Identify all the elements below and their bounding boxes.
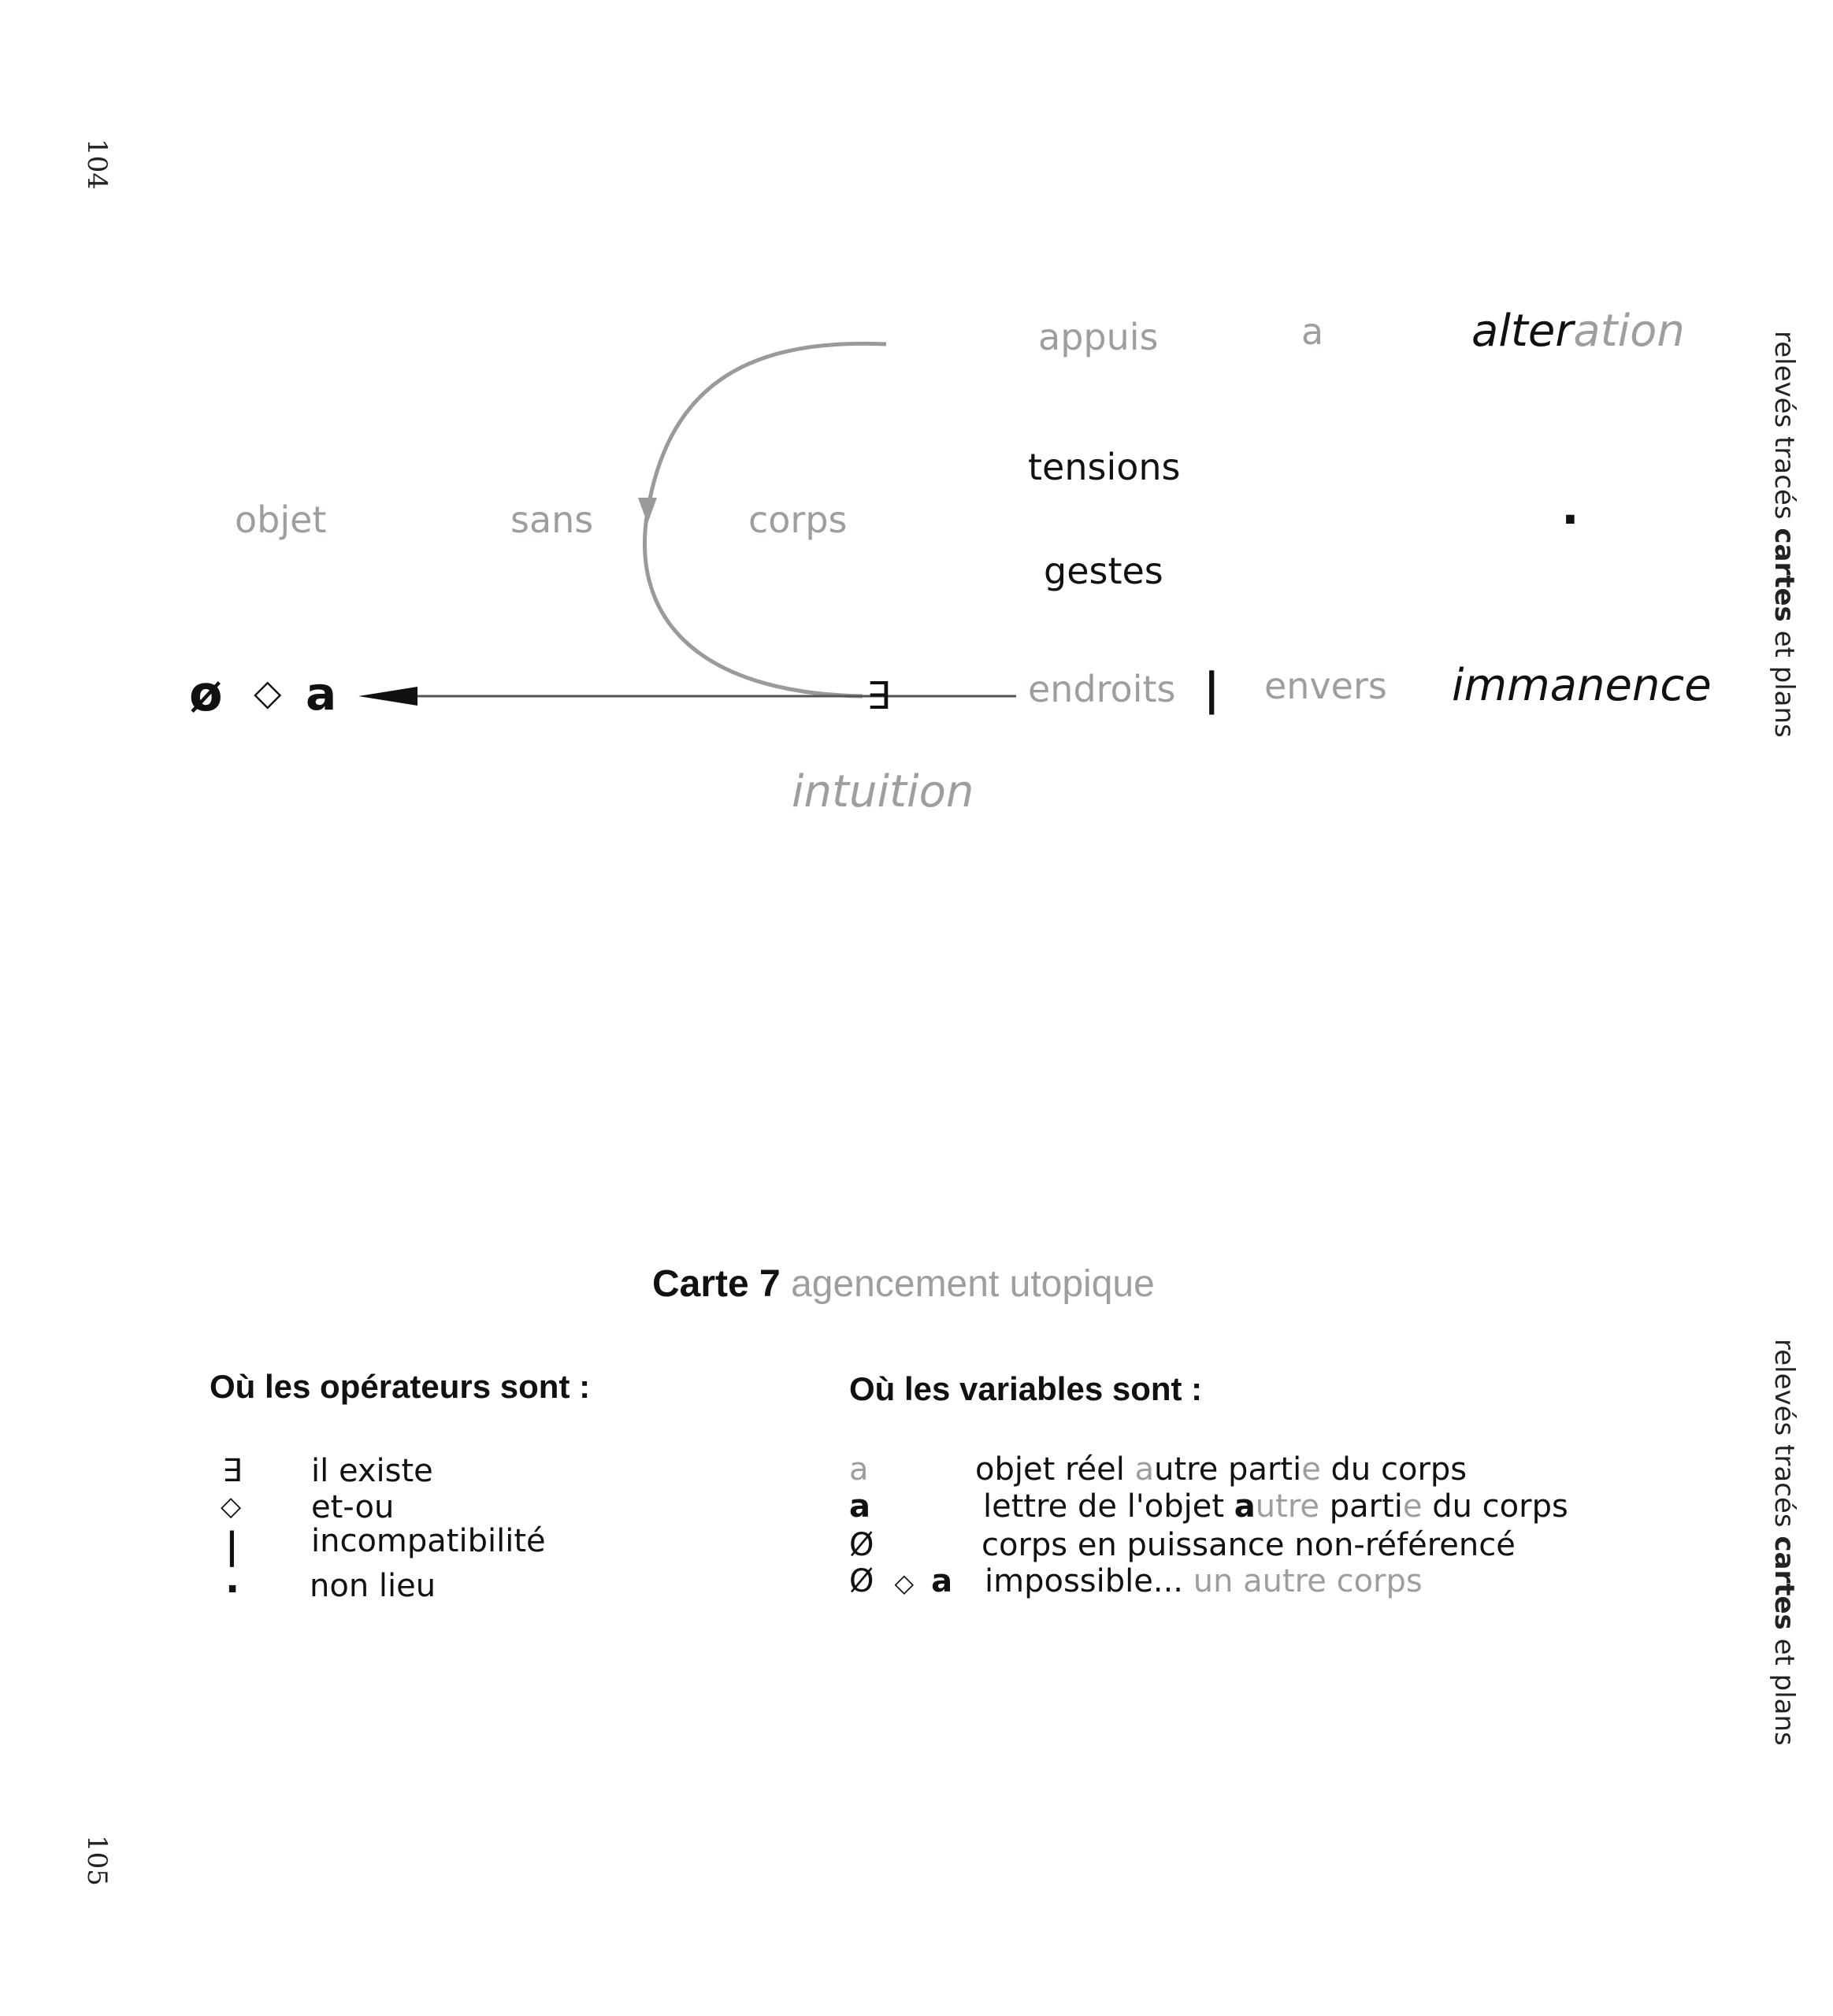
variable-text: corps en puissance non-référencé [981, 1527, 1516, 1563]
operator-symbol: · [225, 1567, 240, 1611]
operator-text: et-ou [311, 1489, 395, 1525]
variable-text: objet réel autre partie du corps [975, 1451, 1468, 1488]
operator-text: il existe [311, 1453, 433, 1489]
word-alteration: alteration [1471, 306, 1685, 357]
variable-symbol: a [849, 1451, 869, 1488]
page-number-top: 104 [81, 139, 113, 190]
word-sans: sans [510, 498, 594, 541]
result-diamond: ◇ [254, 671, 282, 713]
variables-heading: Où les variables sont : [849, 1370, 1203, 1407]
running-head-bottom: relevés tracés cartes et plans [1768, 1339, 1800, 1746]
variable-symbol: Ø ◇ a [849, 1563, 953, 1599]
operator-text: incompatibilité [311, 1523, 546, 1559]
page-number-bottom: 105 [81, 1835, 113, 1886]
variable-symbol: Ø [849, 1527, 874, 1563]
operator-exists: ∃ [866, 674, 891, 718]
word-objet: objet [235, 498, 327, 541]
operator-text: non lieu [310, 1568, 436, 1604]
axis-arrowhead [358, 687, 417, 706]
curve-arrowhead [638, 498, 657, 524]
caption: Carte 7 agencement utopique [652, 1263, 1155, 1305]
result-phi: ø [189, 665, 223, 722]
word-tensions: tensions [1028, 446, 1181, 488]
variable-symbol: a [849, 1488, 870, 1525]
variable-text: lettre de l'objet autre partie du corps [983, 1488, 1568, 1525]
operator-symbol: | [225, 1525, 239, 1567]
running-head-top: relevés tracés cartes et plans [1768, 331, 1800, 738]
operator-symbol: ◇ [221, 1491, 242, 1522]
operator-non-lieu: · [1561, 492, 1579, 547]
operators-heading: Où les opérateurs sont : [210, 1368, 591, 1405]
word-gestes: gestes [1044, 550, 1163, 592]
operator-symbol: ∃ [222, 1453, 243, 1489]
word-immanence: immanence [1452, 660, 1712, 711]
operator-incompatibility: | [1204, 664, 1220, 715]
variable-text: impossible... un autre corps [985, 1563, 1423, 1599]
variable-a-top: a [1301, 310, 1324, 353]
result-a: a [306, 667, 337, 721]
word-corps: corps [748, 498, 848, 541]
word-intuition: intuition [792, 766, 974, 817]
word-envers: envers [1264, 665, 1387, 707]
word-endroits: endroits [1028, 668, 1176, 710]
word-appuis: appuis [1038, 316, 1159, 358]
